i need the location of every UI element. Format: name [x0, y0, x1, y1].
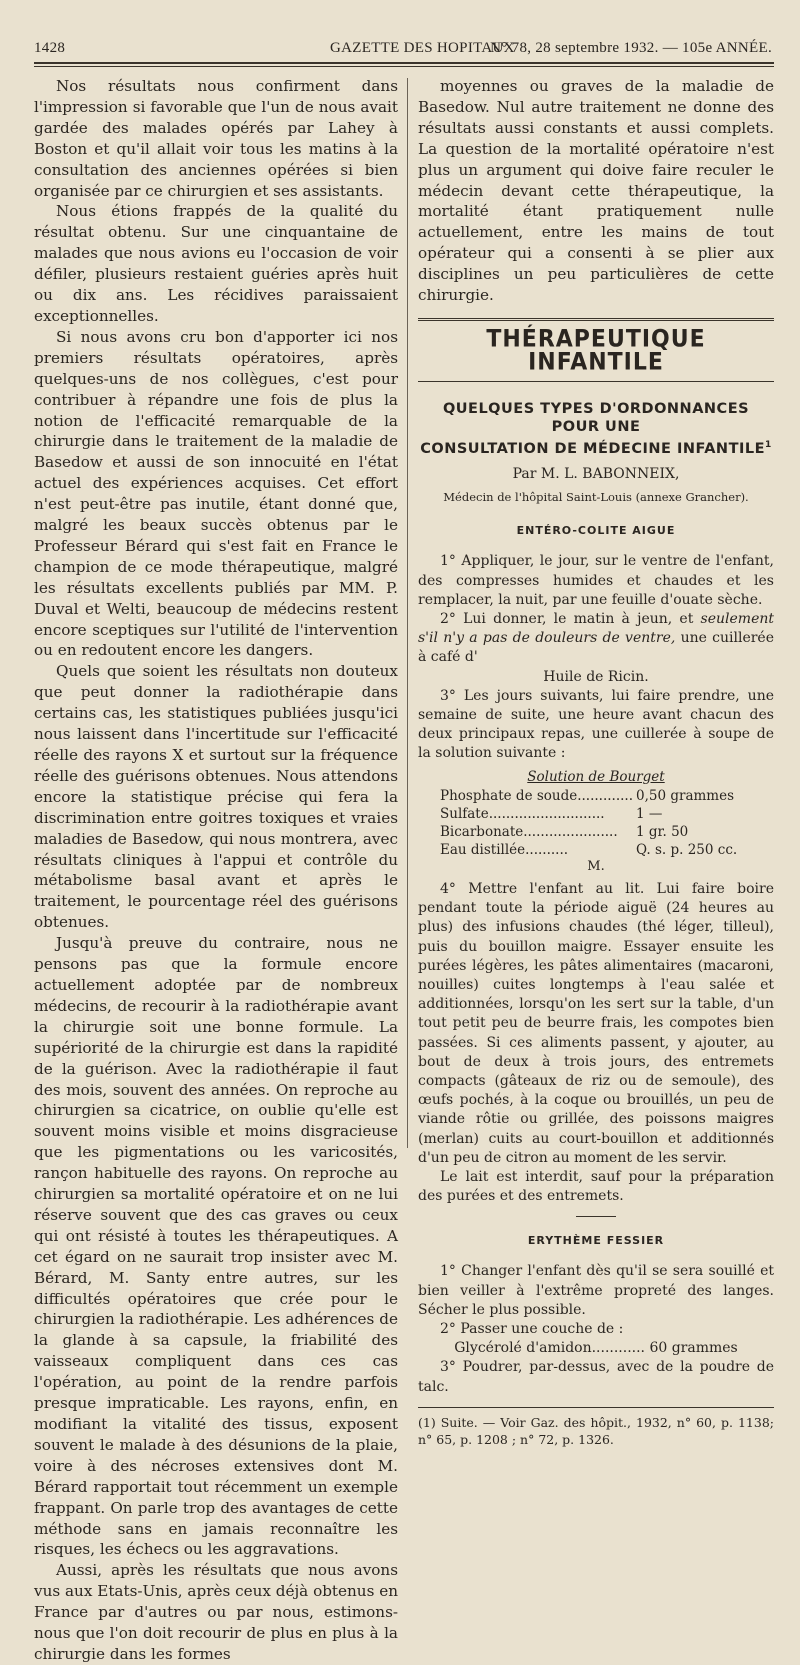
recipe-row [418, 805, 774, 823]
article-title-line-2: POUR UNE [551, 418, 641, 435]
section-rule [418, 318, 774, 321]
paragraph: 1° Changer l'enfant dès qu'il se sera souillé et bien veiller à l'extrême propreté des langes. Sécher le plus possible. [418, 1263, 774, 1318]
recipe-row [418, 823, 774, 841]
article-title-line-1: QUELQUES TYPES D'ORDONNANCES [442, 400, 750, 417]
paragraph: Si nous avons cru bon d'apporter ici nos premiers résultats opératoires, après quelques-uns de nos collègues, c'est pour contribuer à répandre une fois de plus la notion de l'efficacité remarquable de la chirurgie dans le traitement de la maladie de Basedow et aussi de son innocuité en l'état actuel des expériences acquises. Cet effort n'est peut-être pas inutile, étant donné que, malgré les beaux succès obtenus par le Professeur Bérard qui s'est fait en France le champion de ce mode thérapeutique, malgré les résultats excellents publiés par MM. P. Duval et Welti, beaucoup de médecins restent encore sceptiques sur l'utilité de l'intervention ou en redoutent encore les dangers. [34, 327, 398, 660]
paragraph: 4° Mettre l'enfant au lit. Lui faire boire pendant toute la période aiguë (24 heures au plus) des infusions chaudes (thé léger, tilleul), puis du bouillon maigre. Essayer ensuite les purées légères, les pâtes alimentaires (macaroni, nouilles) cuites longtemps à l'eau salée et additionnées, lorsqu'on les sert sur la table, d'un tout petit peu de beurre frais, les compotes bien passées. Si ces aliments passent, y ajouter, au bout de deux à trois jours, des entremets compacts (gâteaux de riz ou de semoule), des œufs pochés, à la coque ou brouillés, un peu de viande rôtie ou grillée, des poissons maigres (merlan) cuits au court-bouillon et additionnés d'un peu de citron au moment de les servir. [418, 880, 774, 1166]
paragraph: Aussi, après les résultats que nous avons vus aux Etats-Unis, après ceux déjà obtenus en France par d'autres ou par nous, estimons-nous que l'on doit recourir de plus en plus à la chirurgie dans les formes [34, 1561, 398, 1663]
footnote-rule [418, 1407, 774, 1408]
paragraph: Nos résultats nous confirment dans l'impression si favorable que l'un de nous avait gardée des malades opérés par Lahey à Boston et qu'il allait voir tous les matins à la consultation des anciennes opérées si bien organisée par ce chirurgien et ses assistants. [34, 77, 398, 200]
page-header [34, 36, 772, 56]
paragraph: 2° Passer une couche de : [440, 1320, 624, 1337]
paragraph: Jusqu'à preuve du contraire, nous ne pensons pas que la formule encore actuellement adoptée par de nombreux médecins, de recourir à la radiothérapie avant la chirurgie soit une bonne formule. La supériorité de la chirurgie est dans la rapidité de la guérison. Avec la radiothérapie il faut des mois, souvent des années. On reproche au chirurgien sa cicatrice, on oublie qu'elle est souvent moins visible et moins disgracieuse que les pigmentations ou les varicosités, rançon habituelle des rayons. On reproche au chirurgien sa mortalité opératoire et on ne lui réserve souvent que des cas graves ou ceux qui ont résisté à toutes les thérapeutiques. A cet égard on ne saurait trop insister avec M. Bérard, M. Santy entre autres, sur les difficultés opératoires que crée pour le chirurgien la radiothérapie. Les adhérences de la glande à sa capsule, la friabilité des vaisseaux compliquent dans ces cas l'opération, au point de la rendre parfois presque impraticable. Les rayons, enfin, en modifiant la vitalité des tissus, exposent souvent le malade à des désunions de la plaie, voire à des nécroses extensives dont M. Bérard rapportait tout récemment un exemple frappant. On parle trop des avantages de cette méthode sans en jamais reconnaître les risques, les échecs ou les aggravations. [34, 934, 398, 1559]
section-rule-thin [418, 381, 774, 382]
ingredient-amount: 0,50 grammes [636, 787, 735, 804]
ingredient-name: Sulfate........................... [440, 805, 605, 822]
separator-rule [576, 1216, 616, 1217]
ingredient-name: Bicarbonate...................... [440, 823, 618, 840]
ingredient-amount: 1 — [636, 805, 663, 822]
paragraph: moyennes ou graves de la maladie de Basedow. Nul autre traitement ne donne des résultats aussi constants et aussi complets. La question de la mortalité opératoire n'est plus un argument qui doive faire reculer le médecin devant cette thérapeutique, la mortalité étant pratiquement nulle actuellement, entre les mains de tout opérateur qui a consenti à se plier aux disciplines un peu particulières de cette chirurgie. [418, 77, 774, 305]
left-column [34, 76, 398, 1665]
prescription-item: Glycérolé d'amidon............ 60 grammes [454, 1340, 738, 1357]
emphasis-text: seulement s'il n'y a pas de douleurs de ventre, [418, 610, 774, 647]
subheading-enterocolite: ENTÉRO-COLITE AIGUE [516, 524, 676, 538]
header-rule-thin [34, 66, 774, 67]
text-run: 2° Lui donner, le matin à jeun, et [440, 610, 701, 627]
article-title-text: CONSULTATION DE MÉDECINE INFANTILE [420, 440, 765, 457]
recipe-title: Solution de Bourget [527, 768, 665, 785]
footnote-section [418, 1414, 774, 1448]
text-run: une cuillerée à café d' [418, 630, 775, 666]
prescription-item: Huile de Ricin. [543, 668, 649, 685]
paragraph: 1° Appliquer, le jour, sur le ventre de l'enfant, des compresses humides et chaudes et les remplacer, la nuit, par une feuille d'ouate sèche. [418, 553, 774, 608]
column-divider [407, 78, 408, 1148]
right-column [418, 76, 774, 1448]
footnote-marker: 1 [765, 439, 772, 450]
erytheme-section [418, 1262, 774, 1396]
issue-info: N° 78, 28 septembre 1932. — 105e ANNÉE. [490, 40, 772, 56]
section-title: THÉRAPEUTIQUE INFANTILE [486, 325, 706, 377]
subheading-erytheme: ERYTHÈME FESSIER [527, 1234, 665, 1248]
footnote: (1) Suite. — Voir Gaz. des hôpit., 1932, n° 60, p. 1138; n° 65, p. 1208 ; n° 72, p. 1326. [418, 1414, 774, 1447]
article-title [418, 400, 774, 458]
ingredient-amount: Q. s. p. 250 cc. [636, 841, 738, 858]
recipe-sign: M. [587, 858, 605, 874]
recipe-row [418, 787, 774, 805]
header-rule [34, 62, 774, 64]
ingredient-name: Eau distillée.......... [440, 841, 569, 858]
recipe-block [418, 768, 774, 876]
ingredient-name: Phosphate de soude............. [440, 787, 634, 804]
paragraph: Quels que soient les résultats non douteux que peut donner la radiothérapie dans certains cas, les statistiques publiées jusqu'ici nous laissent dans l'incertitude sur l'efficacité réelle des rayons X et surtout sur la fréquence réelle des guérisons obtenues. Nous attendons encore la statistique précise qui fera la discrimination entre goitres toxiques et vraies maladies de Basedow, qui nous montrera, avec résultats cliniques à l'appui et contrôle du métabolisme basal avant et après le traitement, le pourcentage réel des guérisons obtenues. [34, 662, 398, 932]
paragraph: Le lait est interdit, sauf pour la préparation des purées et des entremets. [418, 1169, 774, 1205]
journal-title: GAZETTE DES HOPITAUX [330, 40, 515, 56]
article-author: Par M. L. BABONNEIX, [512, 465, 680, 482]
author-affiliation: Médecin de l'hôpital Saint-Louis (annexe Grancher). [443, 489, 749, 504]
ingredient-amount: 1 gr. 50 [636, 823, 689, 840]
paragraph: 3° Les jours suivants, lui faire prendre, une semaine de suite, une heure avant chacun des deux principaux repas, une cuillerée à soupe de la solution suivante : [418, 687, 774, 762]
paragraph [418, 610, 774, 668]
recipe-row [418, 841, 774, 859]
page-number: 1428 [34, 40, 66, 56]
paragraph: 3° Poudrer, par-dessus, avec de la poudre de talc. [418, 1359, 774, 1395]
paragraph: Nous étions frappés de la qualité du résultat obtenu. Sur une cinquantaine de malades que nous avions eu l'occasion de voir défiler, plusieurs restaient guéries après huit ou dix ans. Les récidives paraissaient exceptionnelles. [34, 202, 398, 325]
enterocolite-section [418, 552, 774, 1206]
article-title-line-3 [418, 436, 774, 458]
